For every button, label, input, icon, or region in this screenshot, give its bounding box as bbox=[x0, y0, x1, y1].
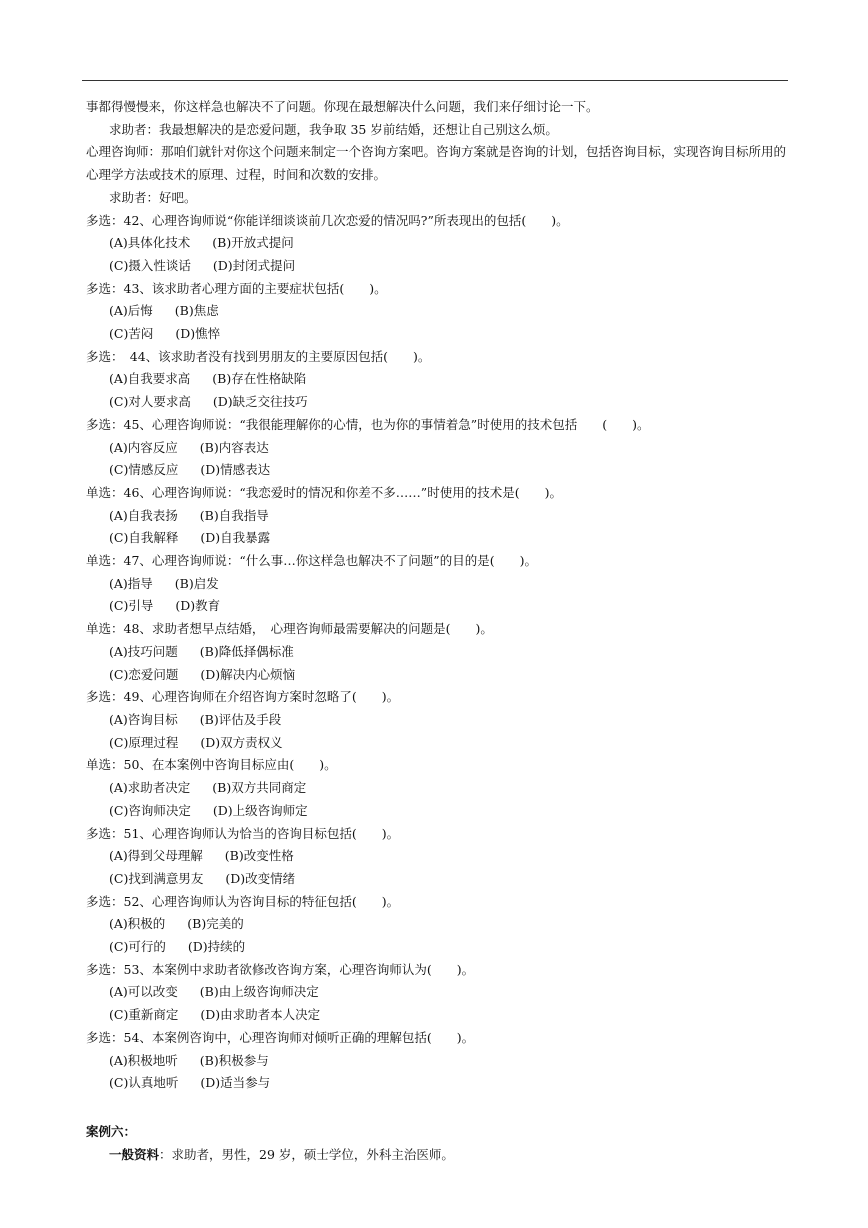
question-item bbox=[86, 891, 788, 959]
option-row bbox=[86, 913, 788, 936]
question-stem: 多选：54、本案例咨询中，心理咨询师对倾听正确的理解包括( )。 bbox=[86, 1029, 475, 1045]
answer-option: (A)后悔 bbox=[109, 303, 153, 319]
answer-option: (A)自我表扬 bbox=[109, 507, 178, 523]
question-item bbox=[86, 823, 788, 891]
question-stem: 多选：51、心理咨询师认为恰当的咨询目标包括( )。 bbox=[86, 825, 400, 841]
question-item bbox=[86, 959, 788, 1027]
answer-option: (D)自我暴露 bbox=[200, 530, 271, 546]
answer-option: (D)情感表达 bbox=[200, 462, 271, 478]
answer-option: (B)存在性格缺陷 bbox=[212, 371, 307, 387]
answer-option: (D)由求助者本人决定 bbox=[200, 1007, 321, 1023]
case-info-label: 一般资料 bbox=[109, 1146, 160, 1162]
answer-option: (D)适当参与 bbox=[200, 1075, 271, 1091]
answer-option: (B)完美的 bbox=[187, 916, 244, 932]
question-item bbox=[86, 414, 788, 482]
option-row bbox=[86, 868, 788, 891]
option-row bbox=[86, 664, 788, 687]
answer-option: (B)自我指导 bbox=[199, 507, 269, 523]
answer-option: (A)具体化技术 bbox=[109, 235, 191, 251]
answer-option: (D)缺乏交往技巧 bbox=[212, 394, 308, 410]
option-row bbox=[86, 845, 788, 868]
option-row bbox=[86, 732, 788, 755]
header-rule bbox=[82, 80, 788, 81]
answer-option: (C)摄入性谈话 bbox=[109, 257, 191, 273]
option-row bbox=[86, 641, 788, 664]
question-item bbox=[86, 686, 788, 754]
option-row bbox=[86, 573, 788, 596]
answer-option: (C)引导 bbox=[109, 598, 154, 614]
answer-option: (D)上级咨询师定 bbox=[212, 802, 308, 818]
answer-option: (A)内容反应 bbox=[109, 439, 178, 455]
answer-option: (A)自我要求高 bbox=[109, 371, 191, 387]
option-row bbox=[86, 505, 788, 528]
option-row bbox=[86, 800, 788, 823]
question-stem: 单选：50、在本案例中咨询目标应由( )。 bbox=[86, 757, 337, 773]
question-stem: 多选： 44、该求助者没有找到男朋友的主要原因包括( )。 bbox=[86, 348, 431, 364]
answer-option: (B)内容表达 bbox=[199, 439, 269, 455]
option-row bbox=[86, 1072, 788, 1095]
option-row bbox=[86, 300, 788, 323]
option-row bbox=[86, 437, 788, 460]
answer-option: (C)重新商定 bbox=[109, 1007, 179, 1023]
question-item bbox=[86, 278, 788, 346]
question-stem: 多选：53、本案例中求助者欲修改咨询方案，心理咨询师认为( )。 bbox=[86, 961, 475, 977]
answer-option: (B)开放式提问 bbox=[212, 235, 294, 251]
answer-option: (A)指导 bbox=[109, 575, 153, 591]
question-item bbox=[86, 482, 788, 550]
answer-option: (C)恋爱问题 bbox=[109, 666, 179, 682]
answer-option: (D)持续的 bbox=[187, 939, 246, 955]
document-body bbox=[86, 96, 788, 1166]
answer-option: (C)找到满意男友 bbox=[109, 870, 204, 886]
dialogue-line: 求助者：好吧。 bbox=[109, 189, 197, 205]
answer-option: (B)评估及手段 bbox=[199, 711, 282, 727]
dialogue-line: 事都得慢慢来，你这样急也解决不了问题。你现在最想解决什么问题，我们来仔细讨论一下。 bbox=[86, 99, 599, 114]
answer-option: (D)双方责权义 bbox=[200, 734, 283, 750]
answer-option: (B)改变性格 bbox=[224, 848, 294, 864]
option-row bbox=[86, 527, 788, 550]
option-row bbox=[86, 323, 788, 346]
question-stem: 单选：47、心理咨询师说：“什么事…你这样急也解决不了问题”的目的是( )。 bbox=[86, 553, 537, 569]
answer-option: (A)求助者决定 bbox=[109, 780, 191, 796]
answer-option: (B)积极参与 bbox=[199, 1052, 269, 1068]
answer-option: (B)由上级咨询师决定 bbox=[199, 984, 319, 1000]
option-row bbox=[86, 1050, 788, 1073]
dialogue-line: 心理咨询师：那咱们就针对你这个问题来制定一个咨询方案吧。咨询方案就是咨询的计划，包括咨询目标，实现咨询目标所用的心理学方法或技术的原理、过程，时间和次数的安排。 bbox=[86, 144, 787, 183]
answer-option: (A)积极的 bbox=[109, 916, 166, 932]
answer-option: (D)封闭式提问 bbox=[212, 257, 296, 273]
answer-option: (C)咨询师决定 bbox=[109, 802, 191, 818]
answer-option: (B)双方共同商定 bbox=[212, 780, 307, 796]
option-row bbox=[86, 459, 788, 482]
question-item bbox=[86, 1027, 788, 1095]
option-row bbox=[86, 391, 788, 414]
section-gap bbox=[86, 1095, 788, 1121]
option-row bbox=[86, 232, 788, 255]
option-row bbox=[86, 595, 788, 618]
option-row bbox=[86, 981, 788, 1004]
question-stem: 多选：45、心理咨询师说：“我很能理解你的心情，也为你的事情着急”时使用的技术包括 ( )。 bbox=[86, 416, 650, 432]
dialogue-line: 求助者：我最想解决的是恋爱问题，我争取 35 岁前结婚，还想让自己别这么烦。 bbox=[109, 121, 558, 137]
question-stem: 单选：48、求助者想早点结婚， 心理咨询师最需要解决的问题是( )。 bbox=[86, 621, 493, 637]
dialogue-intro bbox=[86, 96, 788, 210]
option-row bbox=[86, 255, 788, 278]
question-list bbox=[86, 210, 788, 1095]
case-title: 案例六： bbox=[86, 1123, 137, 1139]
answer-option: (C)情感反应 bbox=[109, 462, 179, 478]
option-row bbox=[86, 368, 788, 391]
question-stem: 多选：49、心理咨询师在介绍咨询方案时忽略了( )。 bbox=[86, 689, 400, 705]
answer-option: (C)认真地听 bbox=[109, 1075, 179, 1091]
answer-option: (D)教育 bbox=[175, 598, 221, 614]
answer-option: (C)对人要求高 bbox=[109, 394, 191, 410]
answer-option: (B)降低择偶标准 bbox=[199, 643, 294, 659]
option-row bbox=[86, 709, 788, 732]
answer-option: (A)积极地听 bbox=[109, 1052, 178, 1068]
answer-option: (B)启发 bbox=[174, 575, 219, 591]
answer-option: (C)苦闷 bbox=[109, 326, 154, 342]
question-item bbox=[86, 754, 788, 822]
answer-option: (D)改变情绪 bbox=[225, 870, 296, 886]
option-row bbox=[86, 1004, 788, 1027]
answer-option: (A)得到父母理解 bbox=[109, 848, 203, 864]
case-general-info bbox=[86, 1144, 788, 1167]
question-item bbox=[86, 210, 788, 278]
answer-option: (A)技巧问题 bbox=[109, 643, 178, 659]
question-stem: 多选：52、心理咨询师认为咨询目标的特征包括( )。 bbox=[86, 893, 400, 909]
answer-option: (C)原理过程 bbox=[109, 734, 179, 750]
answer-option: (A)可以改变 bbox=[109, 984, 178, 1000]
answer-option: (B)焦虑 bbox=[174, 303, 219, 319]
answer-option: (A)咨询目标 bbox=[109, 711, 178, 727]
question-item bbox=[86, 550, 788, 618]
option-row bbox=[86, 936, 788, 959]
question-item bbox=[86, 618, 788, 686]
question-stem: 多选：43、该求助者心理方面的主要症状包括( )。 bbox=[86, 280, 387, 296]
question-stem: 单选：46、心理咨询师说：“我恋爱时的情况和你差不多……”时使用的技术是( )。 bbox=[86, 484, 562, 500]
case-info-text: ：求助者，男性，29 岁，硕士学位，外科主治医师。 bbox=[159, 1146, 454, 1162]
answer-option: (D)憔悴 bbox=[175, 326, 221, 342]
option-row bbox=[86, 777, 788, 800]
question-item bbox=[86, 346, 788, 414]
answer-option: (D)解决内心烦恼 bbox=[200, 666, 296, 682]
question-stem: 多选：42、心理咨询师说“你能详细谈谈前几次恋爱的情况吗?”所表现出的包括( )。 bbox=[86, 212, 569, 228]
answer-option: (C)自我解释 bbox=[109, 530, 179, 546]
answer-option: (C)可行的 bbox=[109, 939, 166, 955]
